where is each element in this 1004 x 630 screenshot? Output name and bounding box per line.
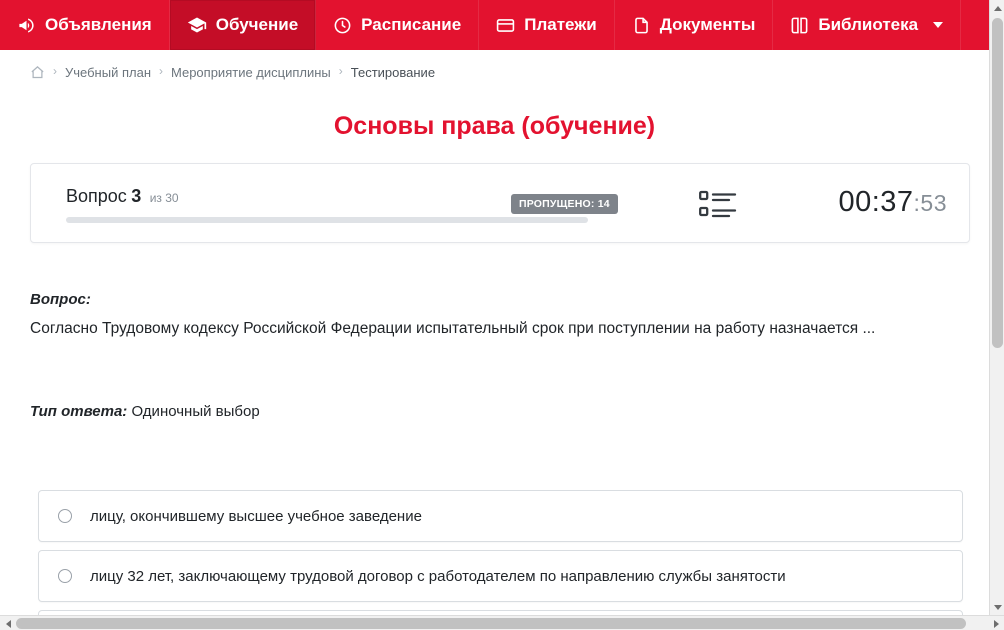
answer-type-label: Тип ответа: [30, 403, 128, 420]
skipped-badge: ПРОПУЩЕНО: 14 [511, 194, 618, 214]
graduation-cap-icon [187, 15, 207, 35]
question-counter [66, 186, 588, 207]
nav-item-education[interactable] [170, 0, 316, 50]
answer-type-value: Одиночный выбор [131, 403, 260, 420]
breadcrumb-separator-1: › [53, 64, 57, 78]
answer-option-1-label: лицу, окончившему высшее учебное заведение [90, 507, 422, 525]
breadcrumb-item-testing: Тестирование [350, 64, 436, 80]
nav-label-payments: Платежи [524, 15, 597, 34]
nav-label-announcements: Объявления [45, 15, 152, 34]
vertical-scrollbar-thumb[interactable] [992, 18, 1003, 348]
nav-label-schedule: Расписание [361, 15, 462, 34]
breadcrumb-separator-2: › [159, 64, 163, 78]
horizontal-scrollbar[interactable] [0, 615, 1004, 630]
answer-option-2-label: лицу 32 лет, заключающему трудовой договор с работодателем по направлению службы занятости [90, 567, 786, 585]
main-navbar [0, 0, 989, 50]
question-list-icon[interactable] [699, 190, 737, 225]
question-label: Вопрос: [30, 291, 91, 308]
scroll-up-arrow-icon[interactable] [990, 0, 1004, 16]
clock-icon [333, 16, 352, 35]
nav-label-documents: Документы [659, 15, 756, 34]
nav-label-education: Обучение [215, 15, 299, 34]
chevron-down-icon[interactable] [933, 22, 943, 28]
scroll-right-arrow-icon[interactable] [988, 616, 1004, 630]
scroll-down-arrow-icon[interactable] [990, 599, 1004, 615]
breadcrumb-separator-3: › [338, 64, 343, 78]
quiz-progress-bar [66, 217, 588, 223]
credit-card-icon [496, 16, 515, 35]
nav-item-library[interactable] [773, 0, 961, 50]
answer-type [30, 403, 260, 420]
question-word: Вопрос [66, 186, 127, 206]
scroll-left-arrow-icon[interactable] [0, 616, 16, 630]
breadcrumb-item-curriculum[interactable]: Учебный план [65, 64, 151, 80]
nav-label-library: Библиотека [818, 15, 919, 34]
breadcrumb [30, 58, 435, 86]
book-icon [790, 16, 809, 35]
quiz-header-card [30, 163, 970, 243]
radio-icon[interactable] [58, 569, 72, 583]
page-title: Основы права (обучение) [333, 112, 656, 140]
answer-option-2[interactable] [38, 550, 963, 602]
nav-item-payments[interactable] [479, 0, 615, 50]
nav-item-documents[interactable] [615, 0, 774, 50]
horizontal-scrollbar-thumb[interactable] [16, 618, 966, 629]
vertical-scrollbar[interactable] [989, 0, 1004, 615]
megaphone-icon [17, 16, 36, 35]
radio-icon[interactable] [58, 509, 72, 523]
question-of-label: из 30 [149, 191, 179, 205]
breadcrumb-item-discipline-event[interactable]: Мероприятие дисциплины [171, 64, 331, 80]
timer-seconds: :53 [913, 190, 947, 216]
answer-options [38, 490, 963, 630]
quiz-timer [838, 186, 947, 219]
nav-item-schedule[interactable] [316, 0, 479, 50]
document-icon [632, 16, 651, 35]
question-text: Согласно Трудовому кодексу Российской Федерации испытательный срок при поступлении на работу назначается ... [30, 320, 876, 337]
timer-main: 00:37 [838, 186, 914, 218]
answer-option-1[interactable] [38, 490, 963, 542]
home-icon[interactable] [30, 65, 45, 80]
nav-item-announcements[interactable] [0, 0, 170, 50]
question-number: 3 [131, 186, 142, 206]
